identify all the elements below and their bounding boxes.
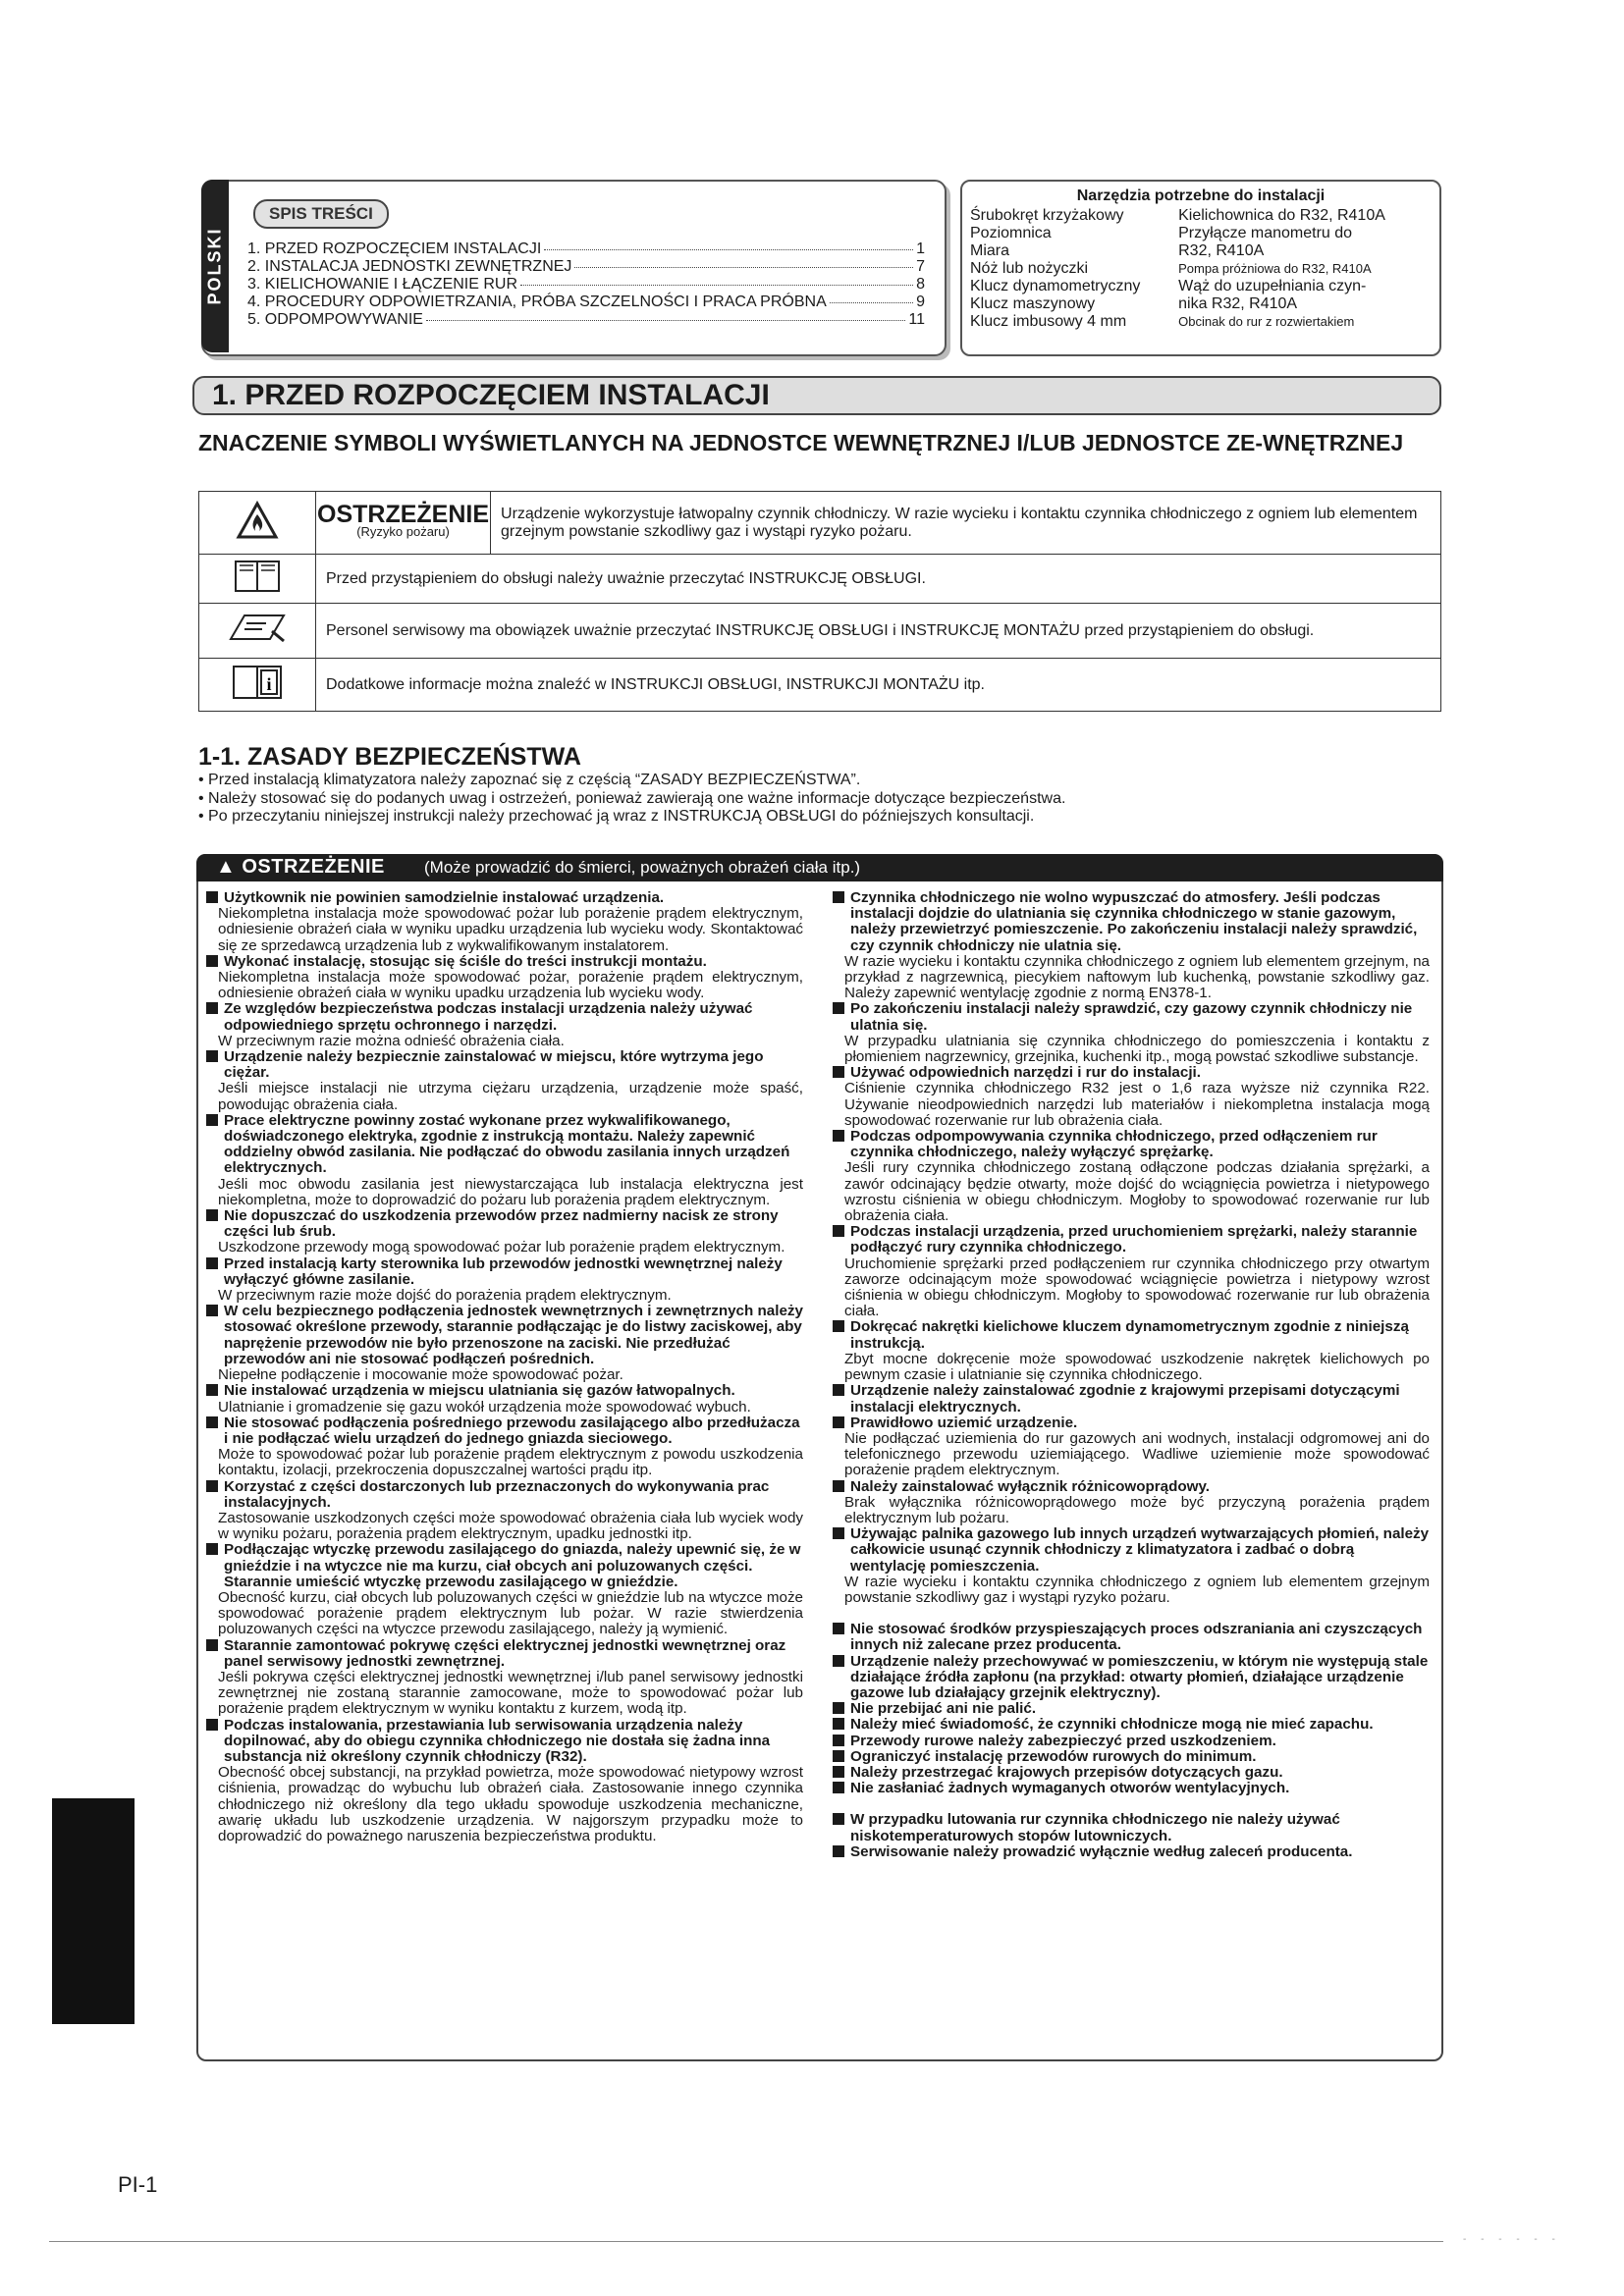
group-spacer [833, 1796, 1430, 1812]
book-icon [199, 555, 316, 604]
warning-heading: Używać odpowiednich narzędzi i rur do instalacji. [833, 1065, 1430, 1081]
warning-heading: Użytkownik nie powinien samodzielnie instalować urządzenia. [206, 890, 803, 906]
warning-heading: Nie zasłaniać żadnych wymaganych otworów wentylacyjnych. [833, 1781, 1430, 1796]
list-item: • Po przeczytaniu niniejszej instrukcji należy przechować ją wraz z INSTRUKCJĄ OBSŁUGI do późniejszych konsultacji. [198, 808, 1435, 827]
warning-heading: Ze względów bezpieczeństwa podczas instalacji urządzenia należy używać odpowiedniego sprzętu ochronnego i narzędzi. [206, 1001, 803, 1033]
symbol-row-text: Dodatkowe informacje można znaleźć w INSTRUKCJI OBSŁUGI, INSTRUKCJI MONTAŻU itp. [316, 659, 1441, 712]
warning-heading: Nie stosować podłączenia pośredniego przewodu zasilającego albo przedłużacza i nie podłączać wielu urządzeń do jednego gniazda sieciowego. [206, 1415, 803, 1447]
warning-heading: Prawidłowo uziemić urządzenie. [833, 1415, 1430, 1431]
warning-heading: Prace elektryczne powinny zostać wykonane przez wykwalifikowanego, doświadczonego elektryka, zgodnie z instrukcją montażu. Należy zapewnić oddzielny obwód zasilania. Nie podłączać do obwodu zasilania innych urządzeń elektrycznych. [206, 1113, 803, 1177]
warning-text: Urządzenie wykorzystuje łatwopalny czynnik chłodniczy. W razie wycieku i kontaktu czynnika chłodniczego z ogniem lub elementem grzejnym powstanie szkodliwy gaz i wystąpi ryzyko pożaru. [491, 492, 1441, 555]
section-header [192, 376, 1441, 415]
warning-heading: Czynnika chłodniczego nie wolno wypuszczać do atmosfery. Jeśli podczas instalacji dojdzie do ulatniania się czynnika chłodniczego w stanie gazowym, należy przewietrzyć pomieszczenie. Po zakończeniu instalacji należy sprawdzić, czy czynnik chłodniczy nie ulatnia się. [833, 890, 1430, 954]
warning-heading: Używając palnika gazowego lub innych urządzeń wytwarzających płomień, należy całkowicie usunąć czynnik chłodniczy z klimatyzatora i zadbać o dobrą wentylację pomieszczenia. [833, 1526, 1430, 1575]
warning-heading: Nie przebijać ani nie palić. [833, 1701, 1430, 1717]
toc-item[interactable]: 1. PRZED ROZPOCZĘCIEM INSTALACJI 1 [247, 240, 925, 257]
section-title: 1. PRZED ROZPOCZĘCIEM INSTALACJI [212, 379, 770, 411]
warning-body: Jeśli pokrywa części elektrycznej jednostki wewnętrznej i/lub panel serwisowy jednostki zewnętrznej nie zostaną starannie zamocowane, może to spowodować pożar lub porażenie prądem elektrycznym w wyniku kontaktu z kurzem, wodą itp. [218, 1668, 803, 1718]
warning-body: Jeśli moc obwodu zasilania jest niewystarczająca lub instalacja elektryczna jest niekompletna, może to doprowadzić do pożaru lub porażenia prądem elektrycznym. [218, 1175, 803, 1208]
warning-body: Ulatnianie i gromadzenie się gazu wokół urządzenia może spowodować wybuch. [218, 1398, 751, 1415]
warning-body: Jeśli rury czynnika chłodniczego zostaną odłączone podczas działania sprężarki, a zawór odcinający będzie otwarty, może dojść do wciągnięcia powietrza i nietypowego wzrostu ciśnienia w obiegu chłodniczym. Mogłoby to spowodować rozerwanie rur lub obrażenia ciała. [844, 1159, 1430, 1225]
list-item: • Należy stosować się do podanych uwag i ostrzeżeń, ponieważ zawierają one ważne informacje dotyczące bezpieczeństwa. [198, 790, 1435, 809]
warning-heading: Dokręcać nakrętki kielichowe kluczem dynamometrycznym zgodnie z niniejszą instrukcją. [833, 1319, 1430, 1351]
warning-body: Obecność kurzu, ciał obcych lub poluzowanych części w gnieździe lub na wtyczce może spowodować porażenie prądem elektrycznym lub pożar. W razie stwierdzenia poluzowanych części na wtyczce przewodu zasilającego, należy ją wymienić. [218, 1588, 803, 1638]
tools-table: Śrubokręt krzyżakowy Kielichownica do R32, R410A Poziomnica Przyłącze manometru do Miara R32, R410A Nóż lub nożyczki Pompa próżniowa do R32, R410A Klucz dynamometryczny Wąż do uzupełniania czyn- Klucz maszynowy nika R32, R410A Klucz imbusowy 4 mm Obcinak do rur z rozwiertakiem [970, 207, 1385, 330]
fire-warning-icon [199, 492, 316, 555]
warning-heading: Urządzenie należy przechowywać w pomieszczeniu, w którym nie występują stale działające źródła zapłonu (na przykład: otwarty płomień, działające urządzenie gazowe lub działający grzejnik elektryczny). [833, 1654, 1430, 1702]
warning-body: Niepełne podłączenie i mocowanie może spowodować pożar. [218, 1366, 623, 1384]
warning-body: Uruchomienie sprężarki przed podłączeniem rur czynnika chłodniczego przy otwartym zaworze odcinającym może spowodować wciągnięcie powietrza i nietypowy wzrost ciśnienia w obiegu chłodniczym. Mogłoby to spowodować rozerwanie rur lub obrażenia ciała. [844, 1255, 1430, 1320]
warning-heading: Po zakończeniu instalacji należy sprawdzić, czy gazowy czynnik chłodniczy nie ulatnia się. [833, 1001, 1430, 1033]
symbol-row-text: Personel serwisowy ma obowiązek uważnie przeczytać INSTRUKCJĘ OBSŁUGI i INSTRUKCJĘ MONTAŻU przed przystąpieniem do obsługi. [316, 604, 1441, 659]
toc-title: SPIS TREŚCI [253, 199, 389, 229]
warning-body: W razie wycieku i kontaktu czynnika chłodniczego z ogniem lub elementem grzejnym, na przykład z nagrzewnicą, piecykiem naftowym lub kuchenką, powstanie szkodliwy gaz. Należy zapewnić wentylację zgodnie z normą EN378-1. [844, 952, 1430, 1002]
warning-left-column [206, 890, 803, 1844]
warning-title: ▲ OSTRZEŻENIE [216, 856, 385, 878]
warning-body: Ciśnienie czynnika chłodniczego R32 jest o 1,6 raza wyższe niż czynnika R22. Używanie nieodpowiednich narzędzi lub materiałów i niekompletna instalacja mogą spowodować rozerwanie rur lub obrażenia ciała. [844, 1080, 1430, 1129]
toc-item[interactable]: 2. INSTALACJA JEDNOSTKI ZEWNĘTRZNEJ 7 [247, 258, 925, 275]
svg-text:i: i [266, 674, 272, 694]
warning-heading: Korzystać z części dostarczonych lub przeznaczonych do wykonywania prac instalacyjnych. [206, 1479, 803, 1511]
symbols-table [198, 491, 1441, 712]
symbols-title: ZNACZENIE SYMBOLI WYŚWIETLANYCH NA JEDNOSTCE WEWNĘTRZNEJ I/LUB JEDNOSTCE ZE-WNĘTRZNEJ [198, 430, 1404, 455]
language-label: POLSKI [204, 227, 225, 305]
warning-body: W przeciwnym razie można odnieść obrażenia ciała. [218, 1032, 565, 1049]
safety-bullets [198, 772, 1435, 827]
warning-body: Obecność obcej substancji, na przykład powietrza, może spowodować nietypowy wzrost ciśnienia, prowadząc do wybuchu lub obrażeń ciała. Zastosowanie innego czynnika chłodniczego niż określony dla tego układu spowoduje uszkodzenia mechaniczne, awarię układu lub uszkodzenie urządzenia. W najgorszym przypadku może to doprowadzić do poważnego naruszenia bezpieczeństwa produktu. [218, 1764, 803, 1844]
warning-body: Uszkodzone przewody mogą spowodować pożar lub porażenie prądem elektrycznym. [218, 1239, 785, 1256]
warning-heading: Przewody rurowe należy zabezpieczyć przed uszkodzeniem. [833, 1734, 1430, 1749]
warning-heading: Wykonać instalację, stosując się ściśle do treści instrukcji montażu. [206, 954, 803, 970]
warning-sublabel: (Ryzyko pożaru) [356, 523, 450, 539]
warning-body: Niekompletna instalacja może spowodować pożar lub porażenie prądem elektrycznym, odniesienie obrażeń ciała w wyniku upadku urządzenia lub wycieku wody. Skontaktować się ze sprzedawcą urządzenia lub z wykwalifikowanym instalatorem. [218, 905, 803, 954]
toc-item[interactable]: 5. ODPOMPOWYWANIE 11 [247, 311, 925, 328]
warning-heading: Nie stosować środków przyspieszających proces odszraniania ani czyszczących innych niż zalecane przez producenta. [833, 1622, 1430, 1653]
warning-heading: Należy mieć świadomość, że czynniki chłodnicze mogą nie mieć zapachu. [833, 1717, 1430, 1733]
info-icon [199, 659, 316, 712]
warning-body: Jeśli miejsce instalacji nie utrzyma ciężaru urządzenia, urządzenie może spaść, powodując obrażenia ciała. [218, 1080, 803, 1113]
warning-heading: Należy zainstalować wyłącznik różnicowoprądowy. [833, 1479, 1430, 1495]
toc-item[interactable]: 3. KIELICHOWANIE I ŁĄCZENIE RUR 8 [247, 276, 925, 293]
warning-heading: Urządzenie należy bezpiecznie zainstalować w miejscu, które wytrzyma jego ciężar. [206, 1049, 803, 1081]
warning-heading: W przypadku lutowania rur czynnika chłodniczego nie należy używać niskotemperaturowych stopów lutowniczych. [833, 1812, 1430, 1843]
warning-right-column [833, 890, 1430, 1860]
warning-heading: Podczas odpompowywania czynnika chłodniczego, przed odłączeniem rur czynnika chłodniczego, należy wyłączyć sprężarkę. [833, 1129, 1430, 1160]
tools-title: Narzędzia potrzebne do instalacji [1076, 187, 1326, 204]
warning-heading: Nie dopuszczać do uszkodzenia przewodów przez nadmierny nacisk ze strony części lub śrub. [206, 1208, 803, 1240]
list-item: • Przed instalacją klimatyzatora należy zapoznać się z częścią “ZASADY BEZPIECZEŃSTWA”. [198, 772, 1435, 790]
warning-label: OSTRZEŻENIE [317, 500, 490, 528]
side-black-tab [52, 1798, 135, 2024]
warning-body: Zbyt mocne dokręcenie może spowodować uszkodzenie nakrętek kielichowych po pewnym czasie i ulatnianie się czynnika chłodniczego. [844, 1350, 1430, 1384]
warning-body: Niekompletna instalacja może spowodować pożar, porażenie prądem elektrycznym, odniesienie obrażeń ciała w wyniku upadku urządzenia lub wycieku wody. [218, 969, 803, 1002]
warning-body: W przypadku ulatniania się czynnika chłodniczego do pomieszczenia i kontaktu z płomieniem nagrzewnicy, grzejnika, kuchenki itp., mogą powstać szkodliwe substancje. [844, 1032, 1430, 1066]
warning-body: Brak wyłącznika różnicowoprądowego może być przyczyną porażenia prądem elektrycznym lub pożaru. [844, 1493, 1430, 1526]
warning-heading: Nie instalować urządzenia w miejscu ulatniania się gazów łatwopalnych. [206, 1383, 803, 1399]
safety-title: 1-1. ZASADY BEZPIECZEŃSTWA [198, 743, 581, 771]
warning-body: Może to spowodować pożar lub porażenie prądem elektrycznym z powodu uszkodzenia kontaktu, izolacji, przekroczenia dopuszczalnej wartości prądu itp. [218, 1446, 803, 1479]
language-tab [201, 180, 229, 352]
warning-heading: Podczas instalowania, przestawiania lub serwisowania urządzenia należy dopilnować, aby do obiegu czynnika chłodniczego nie dostała się żadna inna substancja niż określony czynnik chłodniczy (R32). [206, 1718, 803, 1766]
footer-divider [49, 2241, 1443, 2242]
warning-header [196, 854, 1443, 881]
warning-heading: Podłączając wtyczkę przewodu zasilającego do gniazda, należy upewnić się, że w gnieździe i na wtyczce nie ma kurzu, ciał obcych ani poluzowanych części. Starannie umieścić wtyczkę przewodu zasilającego w gnieździe. [206, 1542, 803, 1590]
warning-heading: Należy przestrzegać krajowych przepisów dotyczących gazu. [833, 1765, 1430, 1781]
warning-heading: W celu bezpiecznego podłączenia jednostek wewnętrznych i zewnętrznych należy stosować określone przewody, starannie podłączając je do listwy zaciskowej, aby naprężenie przewodów nie było przenoszone na zaciski. Nie przedłużać przewodów ani nie stosować podłączeń pośrednich. [206, 1304, 803, 1367]
footer-marks: - - - - - - [1463, 2234, 1561, 2245]
warning-heading: Podczas instalacji urządzenia, przed uruchomieniem sprężarki, należy starannie podłączyć rury czynnika chłodniczego. [833, 1224, 1430, 1255]
warning-body: Zastosowanie uszkodzonych części może spowodować obrażenia ciała lub wyciek wody w wyniku pożaru, porażenia prądem elektrycznym, upadku jednostki itp. [218, 1509, 803, 1543]
page-number: PI-1 [118, 2172, 158, 2197]
service-manual-icon [199, 604, 316, 659]
tools-box [960, 180, 1441, 356]
warning-heading: Ograniczyć instalację przewodów rurowych do minimum. [833, 1749, 1430, 1765]
toc-item[interactable]: 4. PROCEDURY ODPOWIETRZANIA, PRÓBA SZCZELNOŚCI I PRACA PRÓBNA 9 [247, 294, 925, 310]
warning-body: W przeciwnym razie może dojść do porażenia prądem elektrycznym. [218, 1287, 672, 1305]
warning-note: (Może prowadzić do śmierci, poważnych obrażeń ciała itp.) [424, 858, 861, 877]
warning-heading: Starannie zamontować pokrywę części elektrycznej jednostki wewnętrznej oraz panel serwisowy jednostki zewnętrznej. [206, 1638, 803, 1670]
warning-body: W razie wycieku i kontaktu czynnika chłodniczego z ogniem lub elementem grzejnym powstanie szkodliwy gaz i wystąpi ryzyko pożaru. [844, 1573, 1430, 1606]
warning-body: Nie podłączać uziemienia do rur gazowych ani wodnych, instalacji odgromowej ani do telefonicznego przewodu uziemiającego. Wadliwe uziemienie może spowodować porażenie prądem elektrycznym. [844, 1429, 1430, 1479]
group-spacer [833, 1606, 1430, 1622]
warning-label-cell [316, 492, 491, 555]
warning-heading: Urządzenie należy zainstalować zgodnie z krajowymi przepisami dotyczącymi instalacji elektrycznych. [833, 1383, 1430, 1415]
symbol-row-text: Przed przystąpieniem do obsługi należy uważnie przeczytać INSTRUKCJĘ OBSŁUGI. [316, 555, 1441, 604]
warning-heading: Przed instalacją karty sterownika lub przewodów jednostki wewnętrznej należy wyłączyć główne zasilanie. [206, 1256, 803, 1288]
toc-list [247, 240, 925, 329]
warning-heading: Serwisowanie należy prowadzić wyłącznie według zaleceń producenta. [833, 1844, 1430, 1860]
